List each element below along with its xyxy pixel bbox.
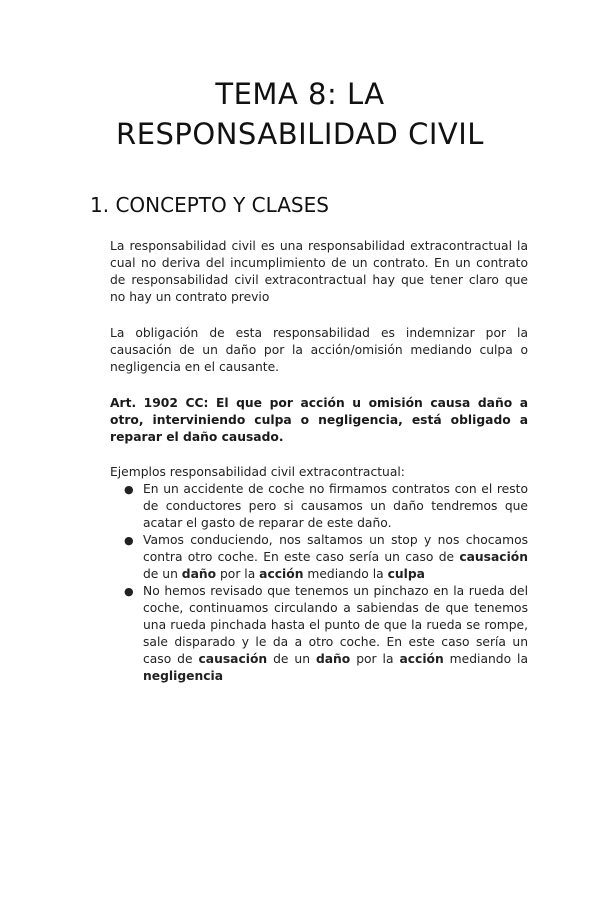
examples-list [110, 481, 528, 685]
bullet-icon: ● [124, 534, 134, 547]
example-text: mediando la [303, 567, 388, 581]
bullet-icon: ● [124, 585, 134, 598]
example-text: de un [267, 652, 316, 666]
document-page [0, 74, 600, 922]
list-item [124, 583, 528, 685]
list-item [124, 481, 528, 532]
example-text: de un [143, 567, 182, 581]
bullet-icon: ● [124, 483, 134, 496]
list-item [124, 532, 528, 583]
bold-term-negligencia: negligencia [143, 669, 224, 683]
examples-intro: Ejemplos responsabilidad civil extracontractual: [110, 465, 405, 479]
example-text: por la [216, 567, 260, 581]
example-text: mediando la [443, 652, 528, 666]
page-title [72, 74, 528, 154]
section-heading: 1. CONCEPTO Y CLASES [90, 193, 329, 217]
bold-term-causacion: causación [198, 652, 268, 666]
page-title-line-2: RESPONSABILIDAD CIVIL [116, 117, 484, 151]
article-1902-quote: Art. 1902 CC: El que por acción u omisión causa daño a otro, interviniendo culpa o negligencia, está obligado a reparar el daño causado. [110, 396, 528, 444]
paragraph-obligation: La obligación de esta responsabilidad es indemnizar por la causación de un daño por la acción/omisión mediando culpa o negligencia en el causante. [110, 326, 528, 374]
bold-term-culpa: culpa [387, 567, 425, 581]
bold-term-dano: daño [181, 567, 217, 581]
example-text: En un accidente de coche no firmamos contratos con el resto de conductores pero si causamos un daño tendremos que acatar el gasto de reparar de este daño. [143, 482, 528, 530]
example-text: Vamos conduciendo, nos saltamos un stop y nos chocamos contra otro coche. En este caso sería un caso de [143, 533, 528, 564]
example-text: por la [350, 652, 400, 666]
bold-term-accion: acción [259, 567, 304, 581]
bold-term-causacion: causación [459, 550, 528, 564]
page-title-line-1: TEMA 8: LA [215, 77, 385, 111]
example-text: No hemos revisado que tenemos un pinchazo en la rueda del coche, continuamos circulando a sabiendas de que tenemos una rueda pinchada hasta el punto de que la rueda se rompe, sale disparado y le da a otro coche. En este caso sería un caso de [143, 584, 528, 666]
paragraph-definition: La responsabilidad civil es una responsabilidad extracontractual la cual no deriva del incumplimiento de un contrato. En un contrato de responsabilidad civil extracontractual hay que tener claro que no hay un contrato previo [110, 239, 528, 304]
bold-term-dano: daño [315, 652, 351, 666]
bold-term-accion: acción [399, 652, 444, 666]
